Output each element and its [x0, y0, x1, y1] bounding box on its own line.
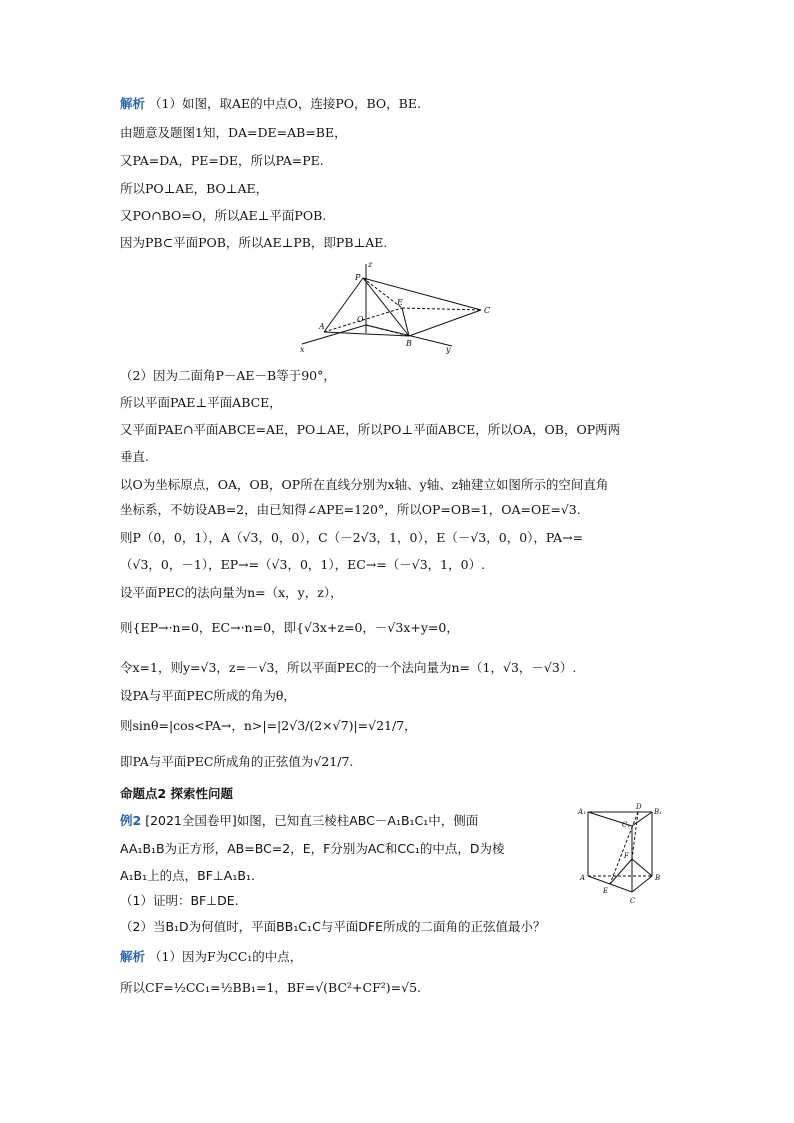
solution1-line-3: 又PA=DA，PE=DE，所以PA=PE.: [120, 153, 324, 168]
edge-BC: [409, 310, 481, 336]
topic-heading: 命题点2 探索性问题: [120, 786, 234, 801]
part2-line-10: 则{EP→·n=0，EC→·n=0，即{√3x+z=0，－√3x+y=0，: [120, 620, 459, 635]
example2-line-1: 例2 [2021全国卷甲]如图，已知直三棱柱ABC－A₁B₁C₁中，侧面: [120, 813, 479, 828]
example2-line-5: （2）当B₁D为何值时，平面BB₁C₁C与平面DFE所成的二面角的正弦值最小？: [120, 919, 546, 934]
solution1-line-5: 又PO∩BO=O，所以AE⊥平面POB.: [120, 208, 327, 223]
solution1-line-2: 由题意及题图1知，DA=DE=AB=BE，: [120, 125, 347, 140]
label-B: B: [655, 874, 661, 882]
label-E: E: [603, 887, 609, 895]
example2-line-3: A₁B₁上的点，BF⊥A₁B₁.: [120, 868, 255, 883]
solution1-line-6: 因为PB⊂平面POB，所以AE⊥PB，即PB⊥AE.: [120, 235, 388, 250]
part2-line-12: 设PA与平面PEC所成的角为θ，: [120, 688, 296, 703]
part2-line-7: 则P（0，0，1），A（√3，0，0），C（－2√3，1，0），E（－√3，0，0），PA→=: [120, 530, 584, 545]
label-y: y: [446, 345, 451, 354]
part2-line-13: 则sinθ=|cos<PA→，n>|=|2√3/(2×√7)|=√21/7，: [120, 718, 417, 733]
label-C1: C₁: [622, 821, 631, 829]
part2-line-1: （2）因为二面角P－AE－B等于90°，: [120, 368, 336, 383]
prism-figure: [572, 800, 666, 910]
solution-label: 解析: [120, 96, 146, 111]
part2-line-9: 设平面PEC的法向量为n=（x，y，z），: [120, 585, 343, 600]
part2-line-8: （√3，0，－1），EP→=（√3，0，1），EC→=（－√3，1，0）.: [120, 557, 486, 572]
part2-line-6: 坐标系，不妨设AB=2，由已知得∠APE=120°，所以OP=OB=1，OA=OE=√3.: [120, 502, 581, 517]
example2-line-2: AA₁B₁B为正方形，AB=BC=2，E，F分别为AC和CC₁的中点，D为棱: [120, 841, 505, 856]
label-x: x: [300, 345, 305, 354]
label-z: z: [368, 260, 373, 269]
example2-line-4: （1）证明：BF⊥DE.: [120, 893, 239, 908]
edge-PB: [363, 278, 409, 336]
label-C: C: [630, 897, 636, 905]
part2-line-14: 即PA与平面PEC所成角的正弦值为√21/7.: [120, 754, 354, 769]
edge-EF: [610, 859, 632, 884]
solution1-line-1: 解析 （1）如图，取AE的中点O，连接PO，BO，BE.: [120, 96, 421, 111]
edge-PC: [363, 278, 481, 310]
label-C: C: [484, 306, 491, 315]
edge-EC: [402, 308, 481, 310]
label-A: A: [580, 874, 586, 882]
label-B: B: [406, 339, 412, 348]
label-A: A: [319, 322, 325, 331]
label-P: P: [355, 273, 361, 282]
part2-line-11: 令x=1，则y=√3，z=－√3，所以平面PEC的一个法向量为n=（1，√3，－√3）.: [120, 660, 577, 675]
part2-line-2: 所以平面PAE⊥平面ABCE，: [120, 395, 282, 410]
label-E: E: [397, 298, 403, 307]
label-D: D: [636, 803, 642, 811]
solution2-line-1: 解析 （1）因为F为CC₁的中点，: [120, 949, 303, 964]
part2-line-5: 以O为坐标原点，OA，OB，OP所在直线分别为x轴、y轴、z轴建立如图所示的空间直角: [120, 477, 609, 492]
label-O: O: [357, 315, 364, 324]
part2-line-4: 垂直.: [120, 449, 149, 464]
pyramid-figure: [298, 258, 498, 354]
part2-line-3: 又平面PAE∩平面ABCE=AE，PO⊥AE，所以PO⊥平面ABCE，所以OA，OB，OP两两: [120, 422, 621, 437]
example-label: 例2: [120, 813, 142, 828]
x-axis: [302, 325, 366, 344]
label-F: F: [624, 852, 629, 860]
edge-CB: [632, 876, 652, 892]
solution2-line-2: 所以CF=½CC₁=½BB₁=1，BF=√(BC²+CF²)=√5.: [120, 980, 421, 995]
solution-label: 解析: [120, 949, 146, 964]
label-B1: B₁: [654, 808, 662, 816]
edge-BF: [632, 859, 652, 876]
label-A1: A₁: [578, 808, 586, 816]
solution1-line-4: 所以PO⊥AE，BO⊥AE，: [120, 181, 269, 196]
